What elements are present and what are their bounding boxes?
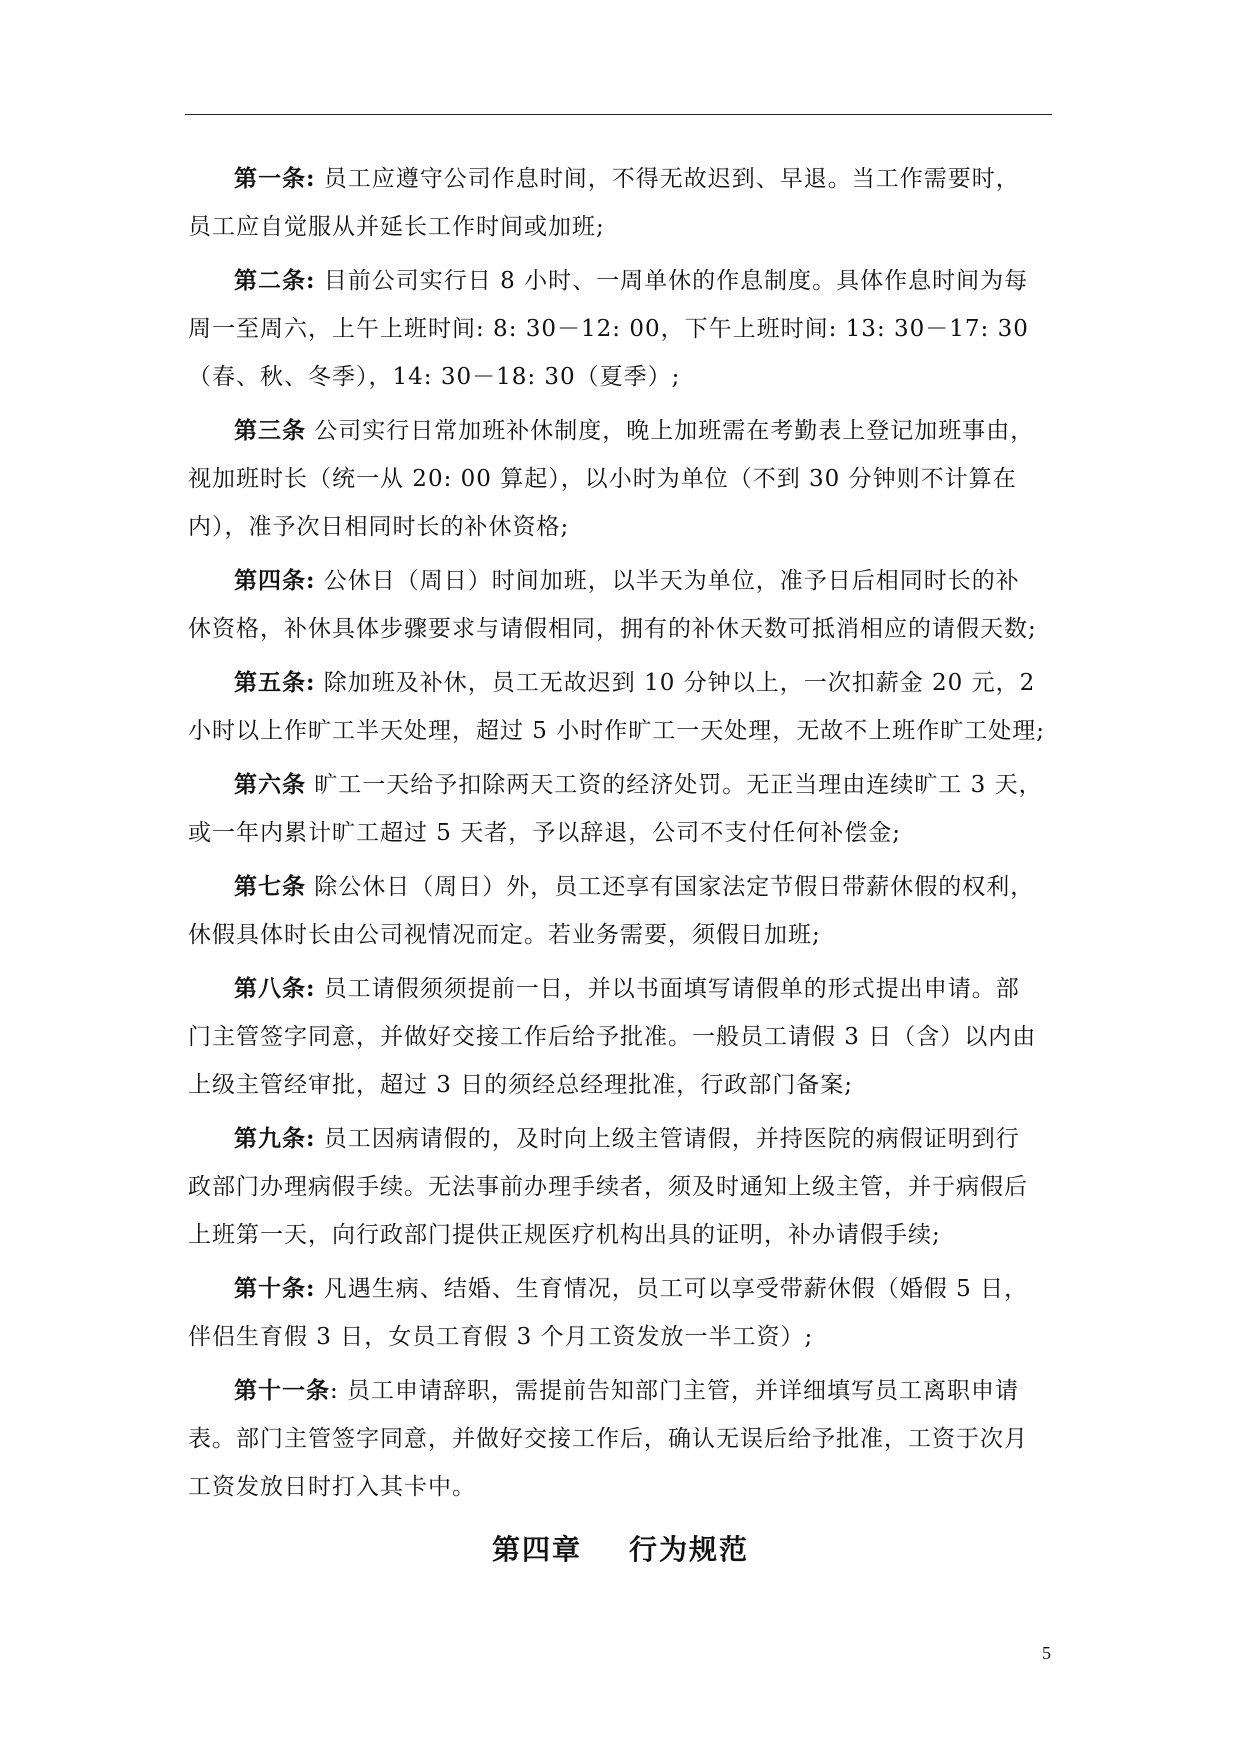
article-label: 第二条: — [234, 267, 316, 294]
article-line — [188, 605, 1050, 653]
article-11 — [188, 1367, 1050, 1511]
article-text: 内），准予次日相同时长的补休资格; — [188, 514, 570, 540]
article-paragraph — [188, 1115, 1050, 1259]
article-1 — [188, 155, 1050, 251]
article-paragraph — [188, 407, 1050, 551]
article-line — [188, 965, 1050, 1013]
article-text: 员工应遵守公司作息时间，不得无故迟到、早退。当工作需要时， — [315, 166, 1020, 192]
article-2 — [188, 257, 1050, 401]
article-text: 员工请假须须提前一日，并以书面填写请假单的形式提出申请。部 — [315, 976, 1020, 1002]
article-line — [188, 1367, 1050, 1415]
article-label: 第八条: — [234, 975, 316, 1002]
header-rule — [185, 114, 1052, 115]
article-text: 小时以上作旷工半天处理，超过 5 小时作旷工一天处理，无故不上班作旷工处理; — [188, 718, 1046, 744]
article-text: 公休日（周日）时间加班，以半天为单位，准予日后相同时长的补 — [315, 568, 1020, 594]
article-text: 除加班及补休，员工无故迟到 10 分钟以上，一次扣薪金 20 元，2 — [315, 670, 1036, 696]
chapter-heading — [0, 1528, 1241, 1568]
article-text: 表。部门主管签字同意，并做好交接工作后，确认无误后给予批准，工资于次月 — [188, 1426, 1028, 1452]
article-line — [188, 455, 1050, 503]
article-text: 周一至周六，上午上班时间: 8: 30－12: 00，下午上班时间: 13: 30－17: 30 — [188, 316, 1029, 342]
article-line — [188, 761, 1050, 809]
article-line — [188, 1313, 1050, 1361]
article-label: 第五条: — [234, 669, 316, 696]
article-7 — [188, 863, 1050, 959]
article-label: 第四条: — [234, 567, 316, 594]
article-label: 第一条: — [234, 165, 316, 192]
article-8 — [188, 965, 1050, 1109]
article-10 — [188, 1265, 1050, 1361]
article-paragraph — [188, 1367, 1050, 1511]
article-line — [188, 1013, 1050, 1061]
article-5 — [188, 659, 1050, 755]
article-label: 第九条: — [234, 1125, 316, 1152]
article-label: 第十条: — [234, 1275, 316, 1302]
article-text: 休资格，补休具体步骤要求与请假相同，拥有的补休天数可抵消相应的请假天数; — [188, 616, 1037, 642]
article-paragraph — [188, 257, 1050, 401]
article-text: 门主管签字同意，并做好交接工作后给予批准。一般员工请假 3 日（含）以内由 — [188, 1024, 1037, 1050]
chapter-gap — [582, 1533, 629, 1566]
article-line — [188, 863, 1050, 911]
article-label: 第六条 — [234, 771, 306, 798]
article-text: 除公休日（周日）外，员工还享有国家法定节假日带薪休假的权利， — [306, 874, 1035, 900]
article-text: 员工因病请假的，及时向上级主管请假，并持医院的病假证明到行 — [315, 1126, 1020, 1152]
article-text: 或一年内累计旷工超过 5 天者，予以辞退，公司不支付任何补偿金; — [188, 820, 902, 846]
article-paragraph — [188, 557, 1050, 653]
page-number: 5 — [1042, 1643, 1051, 1663]
article-line — [188, 203, 1050, 251]
chapter-number: 第四章 — [491, 1533, 582, 1566]
article-text: 旷工一天给予扣除两天工资的经济处罚。无正当理由连续旷工 3 天， — [306, 772, 1043, 798]
article-3 — [188, 407, 1050, 551]
article-line — [188, 557, 1050, 605]
article-line — [188, 305, 1050, 353]
article-paragraph — [188, 863, 1050, 959]
article-text: 政部门办理病假手续。无法事前办理手续者，须及时通知上级主管，并于病假后 — [188, 1174, 1028, 1200]
article-line — [188, 1463, 1050, 1511]
article-line — [188, 1265, 1050, 1313]
article-label: 第三条 — [234, 417, 306, 444]
article-text: 视加班时长（统一从 20: 00 算起），以小时为单位（不到 30 分钟则不计算在 — [188, 466, 1017, 492]
article-line — [188, 659, 1050, 707]
article-text: 员工应自觉服从并延长工作时间或加班; — [188, 214, 605, 240]
article-text: 上级主管经审批，超过 3 日的须经总经理批准，行政部门备案; — [188, 1072, 854, 1098]
article-paragraph — [188, 1265, 1050, 1361]
document-body — [188, 155, 1050, 1517]
article-line — [188, 1115, 1050, 1163]
article-text: 休假具体时长由公司视情况而定。若业务需要，须假日加班; — [188, 922, 821, 948]
article-paragraph — [188, 155, 1050, 251]
article-text: （春、秋、冬季），14: 30－18: 30（夏季）; — [188, 364, 681, 390]
article-paragraph — [188, 965, 1050, 1109]
article-line — [188, 1163, 1050, 1211]
article-line — [188, 353, 1050, 401]
article-line — [188, 1061, 1050, 1109]
article-line — [188, 1211, 1050, 1259]
article-text: 上班第一天，向行政部门提供正规医疗机构出具的证明，补办请假手续; — [188, 1222, 941, 1248]
article-line — [188, 707, 1050, 755]
article-paragraph — [188, 659, 1050, 755]
article-line — [188, 503, 1050, 551]
article-line — [188, 809, 1050, 857]
article-text: 公司实行日常加班补休制度，晚上加班需在考勤表上登记加班事由， — [306, 418, 1035, 444]
article-6 — [188, 761, 1050, 857]
article-text: : 员工申请辞职，需提前告知部门主管，并详细填写员工离职申请 — [330, 1378, 1020, 1404]
article-9 — [188, 1115, 1050, 1259]
article-text: 伴侣生育假 3 日，女员工育假 3 个月工资发放一半工资）; — [188, 1324, 814, 1350]
article-4 — [188, 557, 1050, 653]
article-text: 目前公司实行日 8 小时、一周单休的作息制度。具体作息时间为每 — [315, 268, 1029, 294]
article-label: 第十一条 — [234, 1377, 330, 1404]
article-line — [188, 257, 1050, 305]
article-line — [188, 1415, 1050, 1463]
article-text: 凡遇生病、结婚、生育情况，员工可以享受带薪休假（婚假 5 日， — [315, 1276, 1029, 1302]
article-text: 工资发放日时打入其卡中。 — [188, 1474, 476, 1500]
article-label: 第七条 — [234, 873, 306, 900]
article-line — [188, 911, 1050, 959]
article-line — [188, 407, 1050, 455]
chapter-title: 行为规范 — [629, 1533, 750, 1566]
article-line — [188, 155, 1050, 203]
article-paragraph — [188, 761, 1050, 857]
